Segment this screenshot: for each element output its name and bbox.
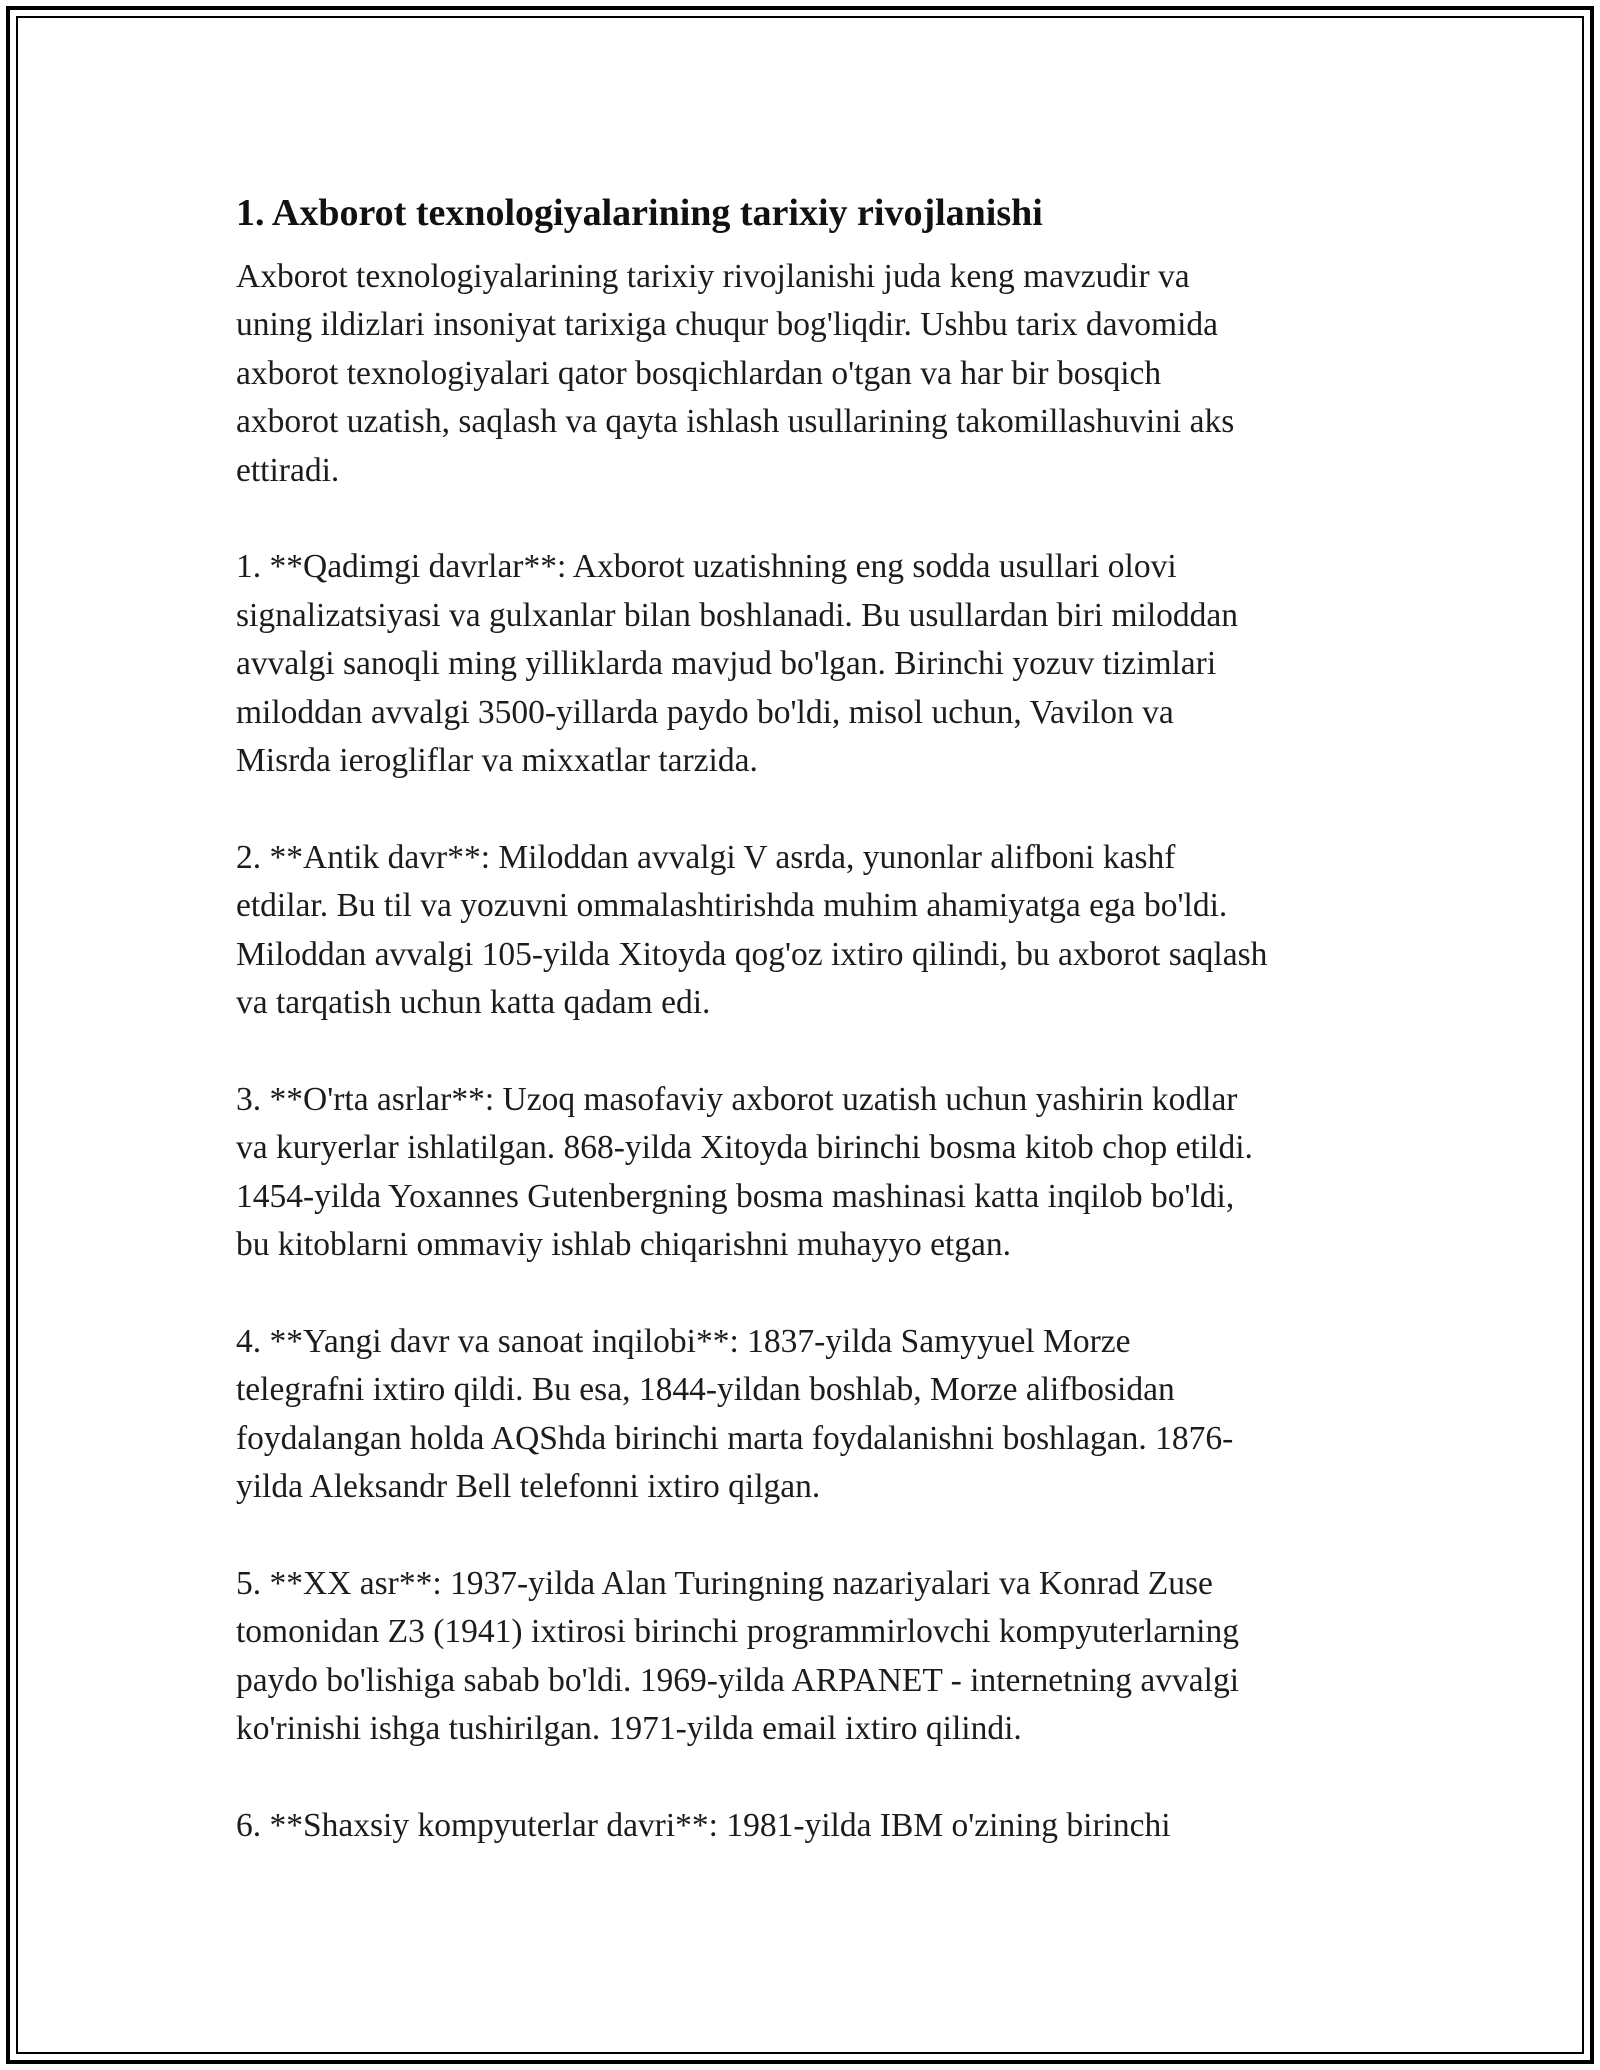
text-line: Axborot texnologiyalarining tarixiy rivojlanishi juda keng mavzudir va — [236, 258, 1190, 295]
text-line: signalizatsiyasi va gulxanlar bilan boshlanadi. Bu usullardan biri miloddan — [236, 596, 1239, 634]
text-line: miloddan avvalgi 3500-yillarda paydo bo'ldi, misol uchun, Vavilon va — [236, 693, 1174, 731]
intro-paragraph — [236, 253, 1386, 495]
text-line: uning ildizlari insoniyat tarixiga chuqur bog'liqdir. Ushbu tarix davomida — [236, 306, 1219, 344]
list-item-personal-computers — [236, 1802, 1386, 1850]
list-item-industrial-era — [236, 1318, 1386, 1512]
text-line: telegrafni ixtiro qildi. Bu esa, 1844-yildan boshlab, Morze alifbosidan — [236, 1371, 1175, 1409]
text-line: avvalgi sanoqli ming yilliklarda mavjud bo'lgan. Birinchi yozuv tizimlari — [236, 645, 1217, 683]
text-line: bu kitoblarni ommaviy ishlab chiqarishni muhayyo etgan. — [236, 1226, 1012, 1264]
text-line: 1. **Qadimgi davrlar**: Axborot uzatishning eng sodda usullari olovi — [236, 548, 1177, 586]
text-line: etdilar. Bu til va yozuvni ommalashtirishda muhim ahamiyatga ega bo'ldi. — [236, 887, 1228, 925]
text-line: Misrda ierogliflar va mixxatlar tarzida. — [236, 742, 758, 780]
text-line: foydalangan holda AQShda birinchi marta foydalanishni boshlagan. 1876- — [236, 1419, 1234, 1457]
text-line: Miloddan avvalgi 105-yilda Xitoyda qog'oz ixtiro qilindi, bu axborot saqlash — [236, 935, 1268, 973]
text-line: 2. **Antik davr**: Miloddan avvalgi V asrda, yunonlar alifboni kashf — [236, 838, 1176, 876]
text-line: va tarqatish uchun katta qadam edi. — [236, 984, 711, 1022]
list-item-ancient-times — [236, 543, 1386, 785]
text-line: ettiradi. — [236, 451, 340, 489]
text-line: yilda Aleksandr Bell telefonni ixtiro qilgan. — [236, 1468, 821, 1506]
text-line: va kuryerlar ishlatilgan. 868-yilda Xitoyda birinchi bosma kitob chop etildi. — [236, 1129, 1253, 1167]
text-line: 4. **Yangi davr va sanoat inqilobi**: 1837-yilda Samyyuel Morze — [236, 1322, 1131, 1360]
text-line: paydo bo'lishiga sabab bo'ldi. 1969-yilda ARPANET - internetning avvalgi — [236, 1661, 1240, 1699]
list-item-antiquity — [236, 834, 1386, 1028]
text-line: 3. **O'rta asrlar**: Uzoq masofaviy axborot uzatish uchun yashirin kodlar — [236, 1080, 1238, 1118]
section-heading: 1. Axborot texnologiyalarining tarixiy rivojlanishi — [236, 192, 1043, 234]
text-line: axborot uzatish, saqlash va qayta ishlash usullarining takomillashuvini aks — [236, 403, 1235, 441]
document-body — [236, 185, 1386, 1899]
text-line: axborot texnologiyalari qator bosqichlardan o'tgan va har bir bosqich — [236, 354, 1162, 392]
text-line: 6. **Shaxsiy kompyuterlar davri**: 1981-yilda IBM o'zining birinchi — [236, 1806, 1171, 1844]
text-line: ko'rinishi ishga tushirilgan. 1971-yilda email ixtiro qilindi. — [236, 1710, 1022, 1748]
text-line: 5. **XX asr**: 1937-yilda Alan Turingning nazariyalari va Konrad Zuse — [236, 1564, 1213, 1602]
text-line: tomonidan Z3 (1941) ixtirosi birinchi programmirlovchi kompyuterlarning — [236, 1613, 1239, 1651]
list-item-20th-century — [236, 1560, 1386, 1754]
text-line: 1454-yilda Yoxannes Gutenbergning bosma mashinasi katta inqilob bo'ldi, — [236, 1177, 1235, 1215]
list-item-middle-ages — [236, 1076, 1386, 1270]
